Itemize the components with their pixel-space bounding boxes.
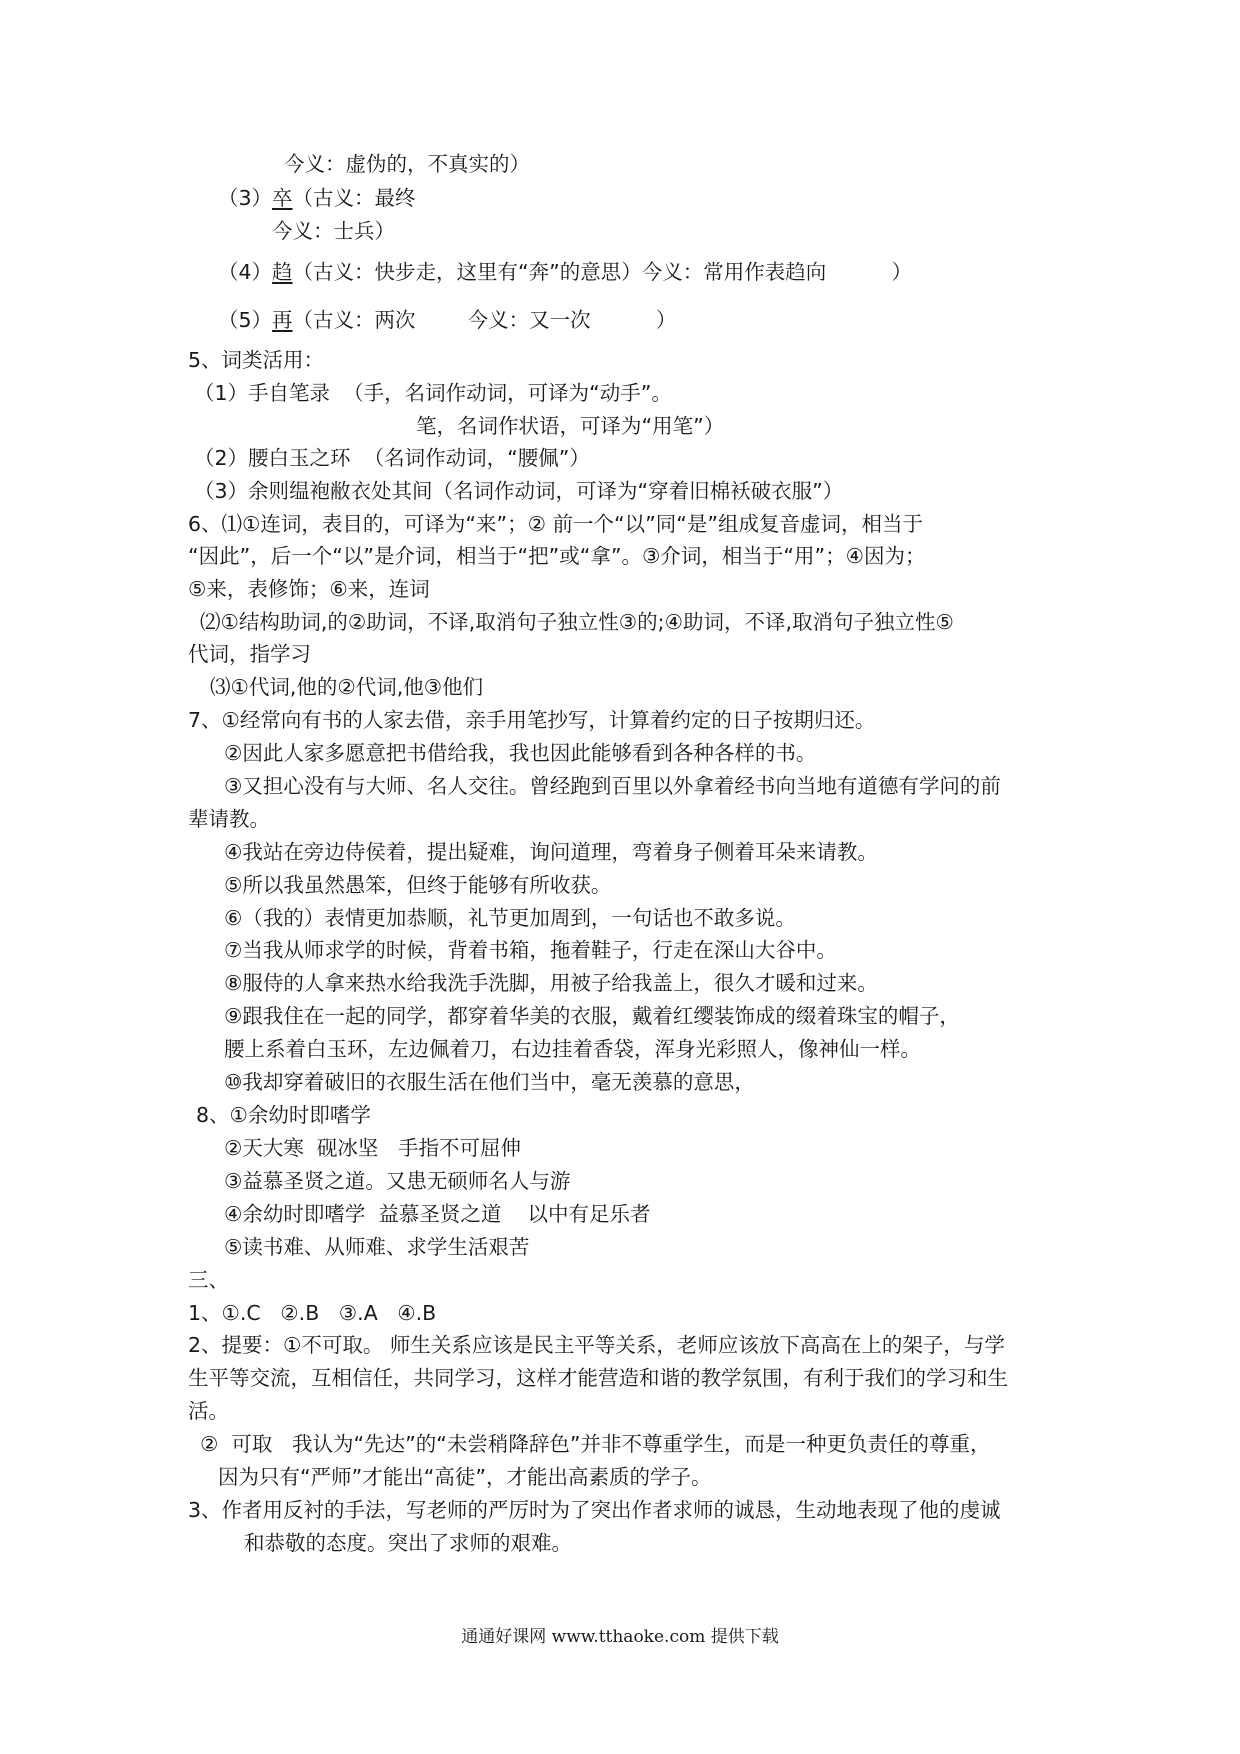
text-line: ⑤来，表修饰；⑥来，连词 [188, 577, 430, 601]
text-line: ②因此人家多愿意把书借给我，我也因此能够看到各种各样的书。 [224, 741, 817, 765]
text-line: （3）余则缊袍敝衣处其间（名词作动词，可译为“穿着旧棉袄破衣服”） [194, 479, 844, 503]
text-line: ⑧服侍的人拿来热水给我洗手洗脚，用被子给我盖上，很久才暖和过来。 [224, 971, 878, 995]
text-line: ⑥（我的）表情更加恭顺，礼节更加周到，一句话也不敢多说。 [224, 906, 796, 930]
text-line: ⑨跟我住在一起的同学，都穿着华美的衣服，戴着红缨装饰成的缀着珠宝的帽子， [224, 1004, 960, 1028]
text-line: （2）腰白玉之环 （名词作动词，“腰佩”） [194, 446, 590, 470]
section-heading: 三、 [188, 1268, 229, 1292]
text-line: ⑶①代词,他的②代词,他③他们 [210, 675, 484, 699]
text-line: 笔，名词作状语，可译为“用笔”） [416, 414, 725, 438]
text-line: ⑵①结构助词,的②助词，不译,取消句子独立性③的;④助词，不译,取消句子独立性⑤ [200, 610, 954, 634]
text-line: ④我站在旁边侍侯着，提出疑难，询问道理，弯着身子侧着耳朵来请教。 [224, 840, 878, 864]
text-line: 和恭敬的态度。突出了求师的艰难。 [244, 1531, 572, 1555]
text-line [218, 184, 416, 212]
text-line: 今义：士兵） [272, 219, 395, 243]
item-text: （古义：最终 [292, 186, 416, 210]
item-text: （古义：快步走，这里有“奔”的意思）今义：常用作表趋向 ） [292, 260, 912, 284]
item-number: （5） [218, 308, 273, 332]
section-heading: 5、词类活用： [188, 348, 325, 372]
text-line: 今义：虚伪的，不真实的） [284, 152, 530, 176]
text-line: ③又担心没有与大师、名人交往。曾经跑到百里以外拿着经书向当地有道德有学问的前 [224, 774, 1001, 798]
text-line: ② 可取 我认为“先达”的“未尝稍降辞色”并非不尊重学生，而是一种更负责任的尊重， [200, 1432, 991, 1456]
page-footer: 通通好课网 www.tthaoke.com 提供下载 [461, 1627, 779, 1647]
text-line: ②天大寒 砚冰坚 手指不可屈伸 [224, 1136, 521, 1160]
item-number: （4） [218, 260, 273, 284]
text-line [218, 258, 912, 286]
text-line: 生平等交流，互相信任，共同学习，这样才能营造和谐的教学氛围，有利于我们的学习和生 [188, 1366, 1008, 1390]
text-line: 8、①余幼时即嗜学 [196, 1103, 371, 1127]
text-line: ③益慕圣贤之道。又患无硕师名人与游 [224, 1169, 571, 1193]
underlined-term: 再 [272, 308, 293, 332]
text-line: 辈请教。 [188, 807, 270, 831]
item-number: （3） [218, 186, 273, 210]
text-line: 因为只有“严师”才能出“高徒”，才能出高素质的学子。 [218, 1465, 712, 1489]
text-line [218, 306, 676, 334]
text-line: ⑤所以我虽然愚笨，但终于能够有所收获。 [224, 873, 612, 897]
text-line: 2、提要：①不可取。 师生关系应该是民主平等关系，老师应该放下高高在上的架子，与学 [188, 1333, 1005, 1357]
text-line: 1、①.C ②.B ③.A ④.B [188, 1301, 437, 1325]
text-line: 7、①经常向有书的人家去借，亲手用笔抄写，计算着约定的日子按期归还。 [188, 708, 876, 732]
text-line: （1）手自笔录 （手，名词作动词，可译为“动手”。 [194, 381, 672, 405]
text-line: 代词，指学习 [188, 642, 311, 666]
text-line: ⑩我却穿着破旧的衣服生活在他们当中，毫无羡慕的意思， [224, 1070, 755, 1094]
text-line: 3、作者用反衬的手法，写老师的严厉时为了突出作者求师的诚恳，生动地表现了他的虔诚 [188, 1498, 1001, 1522]
underlined-term: 趋 [272, 260, 293, 284]
underlined-term: 卒 [272, 186, 293, 210]
text-line: 6、⑴①连词，表目的，可译为“来”；② 前一个“以”同“是”组成复音虚词，相当于 [188, 512, 924, 536]
item-text: （古义：两次 今义：又一次 ） [292, 308, 677, 332]
text-line: ⑤读书难、从师难、求学生活艰苦 [224, 1235, 530, 1259]
text-line: “因此”，后一个“以”是介词，相当于“把”或“拿”。③介词，相当于“用”；④因为； [188, 544, 926, 568]
text-line: ⑦当我从师求学的时候，背着书箱，拖着鞋子，行走在深山大谷中。 [224, 938, 837, 962]
text-line: 腰上系着白玉环，左边佩着刀，右边挂着香袋，浑身光彩照人，像神仙一样。 [224, 1037, 921, 1061]
text-line: ④余幼时即嗜学 益慕圣贤之道 以中有足乐者 [224, 1202, 651, 1226]
text-line: 活。 [188, 1399, 229, 1423]
